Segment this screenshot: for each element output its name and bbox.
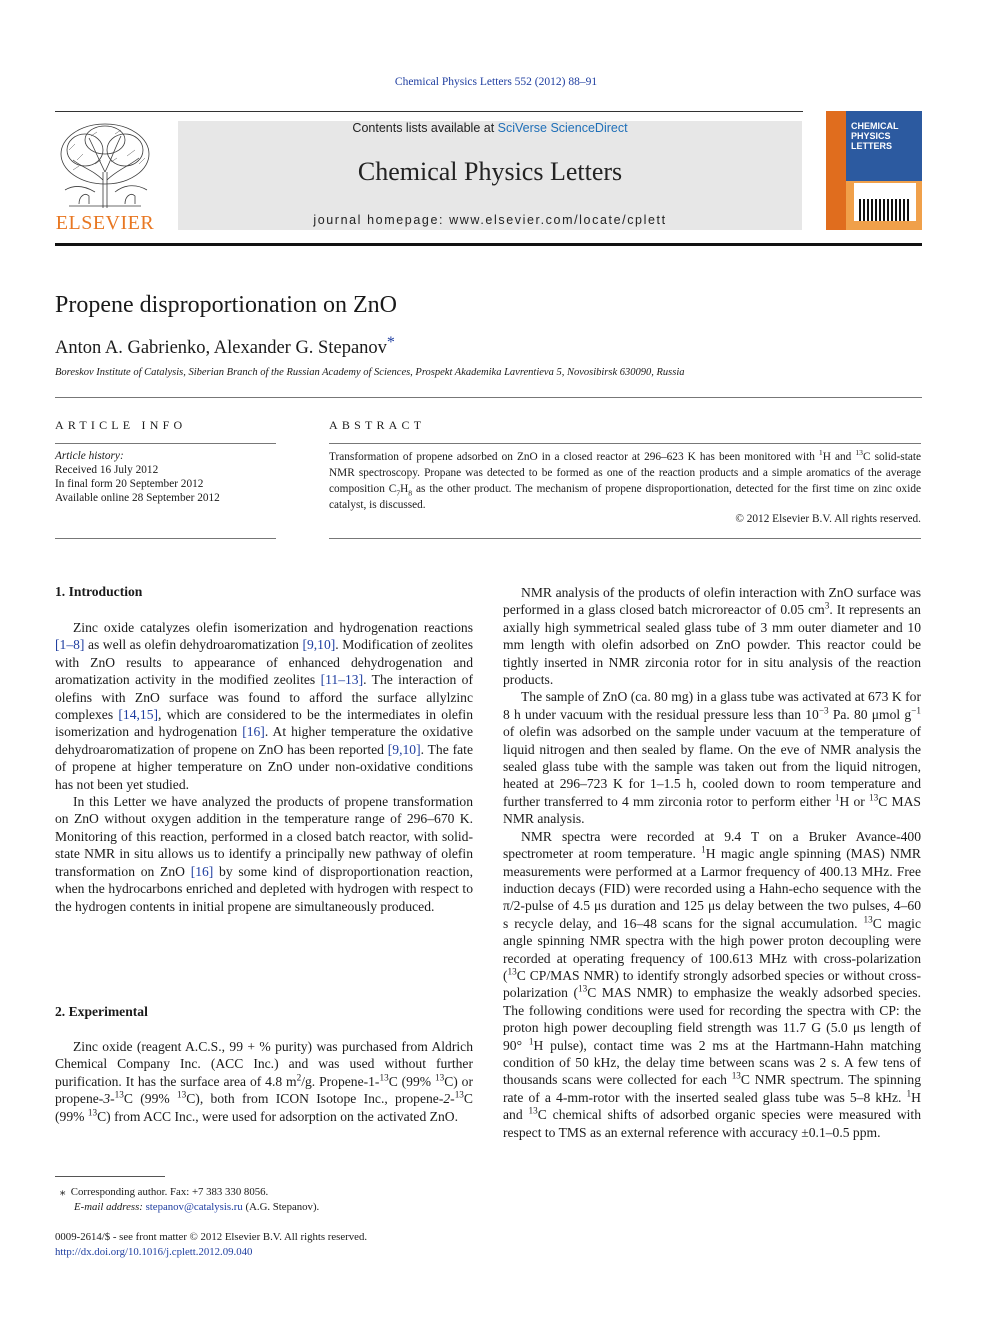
experimental-paragraph: NMR spectra were recorded at 9.4 T on a Bruker Avance-400 spectrometer at room temperature. $^1$H magic angle spinning (MAS) NMR measurements were performed at a Larmor frequency of 400.13 MHz. Free induction decays (FID) were recorded using a Hahn-echo sequence with the π/2-pulse of 4.5 μs duration and 125 μs delay between the two pulses, 4–60 s recycle delay, and 16–48 scans for the signal accumulation. $^{13}$C magic angle spinning NMR spectra with the high power proton decoupling were recorded at operating frequency of 100.613 MHz with cross-polarization ($^{13}$C CP/MAS NMR) to identify strongly adsorbed species or without cross-polarization ($^{13}$C MAS NMR) to emphasize the weakly adsorbed species. The following conditions were used for recording the spectra with CP: the proton high power decoupling field strength was 11.7 G (5.0 μs length of 90° $^1$H pulse), contact time was 2 ms at the Hartmann-Hahn matching condition of 50 kHz, the delay time between scans was 2 s. A few tens of thousands scans were collected for each $^{13}$C NMR spectrum. The spinning rate of a 4-mm-rotor with the inserted sealed glass tube was 5–8 kHz. $^1$H and $^{13}$C chemical shifts of adsorbed organic species were measured with respect to TMS as an external reference with accuracy ±0.1–0.5 ppm.: [503, 828, 921, 1140]
affiliation: Boreskov Institute of Catalysis, Siberian Branch of the Russian Academy of Sciences, Prospekt Akademika Lavrentieva 5, Novosibirsk 630090, Russia: [55, 367, 685, 378]
cover-strip: [826, 111, 846, 230]
footnote-rule: [55, 1176, 165, 1177]
experimental-body-continued: [503, 584, 921, 1141]
article-info-bottom-rule: [55, 538, 276, 539]
doi-link[interactable]: http://dx.doi.org/10.1016/j.cplett.2012.09.040: [55, 1246, 253, 1258]
experimental-paragraph: The sample of ZnO (ca. 80 mg) in a glass tube was activated at 673 K for 8 h under vacuum with the residual pressure less than $10^{-3}$ Pa. 80 μmol $g^{-1}$ of olefin was adsorbed on the sample under vacuum at the temperature of liquid nitrogen and then sealed by flame. On the eve of NMR analysis the sealed glass tube with the sample was taken out from the liquid nitrogen, heated at 296–723 K for 1–1.5 h, cooled down to room temperature and further transferred to 4 mm zirconia rotor to perform either $^1$H or $^{13}$C MAS NMR analysis.: [503, 689, 921, 827]
corresponding-text: Corresponding author. Fax: +7 383 330 8056.: [70, 1186, 269, 1198]
contents-line: [178, 121, 802, 135]
author-list: [55, 334, 395, 359]
title-rule: [55, 397, 922, 398]
experimental-heading: 2. Experimental: [55, 1004, 148, 1019]
introduction-heading: 1. Introduction: [55, 584, 143, 599]
sciencedirect-link[interactable]: SciVerse ScienceDirect: [497, 121, 628, 135]
cover-title: CHEMICAL PHYSICS LETTERS: [851, 121, 899, 151]
journal-reference[interactable]: Chemical Physics Letters 552 (2012) 88–91: [394, 76, 598, 88]
elsevier-logo: [55, 120, 155, 235]
front-matter-line: 0009-2614/$ - see front matter © 2012 Elsevier B.V. All rights reserved.: [55, 1231, 368, 1243]
homepage-prefix: journal homepage:: [313, 213, 450, 227]
experimental-body: [55, 1038, 473, 1125]
intro-paragraph: Zinc oxide catalyzes olefin isomerization and hydrogenation reactions [1–8] as well as olefin dehydroaromatization [9,10]. Modification of zeolites with ZnO results to appearance of enhanced dehydrogenation and aromatization activity in the modified zeolites [11–13]. The interaction of olefins with ZnO surface was found to afford the surface allylzinc complexes [14,15], which are considered to be the intermediates in olefin isomerization and hydrogenation [16]. At higher temperature the oxidative dehydroaromatization of propene on ZnO has been reported [9,10]. The fate of propene at higher temperature on ZnO under non-oxidative conditions has not been yet studied.: [55, 620, 474, 792]
article-info-rule: [55, 443, 276, 444]
elsevier-wordmark: ELSEVIER: [55, 212, 155, 234]
abstract-rule: [329, 443, 921, 444]
cover-spectrum: [859, 199, 911, 221]
history-label: Article history:: [55, 450, 124, 462]
intro-paragraph: In this Letter we have analyzed the products of propene transformation on ZnO without oxygen addition in the temperature range of 296–670 K. Monitoring of this reaction, performed in a closed batch reactor, with solid-state NMR in situ allows us to identify a principally new pathway of olefin transformation on ZnO [16] by some kind of disproportionation reaction, when the hydrocarbons enriched and depleted with hydrogen with respect to the hydrogen contents in initial propene are simultaneously produced.: [55, 794, 473, 914]
final-form-date: In final form 20 September 2012: [55, 478, 204, 490]
header-thick-rule: [55, 243, 922, 246]
contents-prefix: Contents lists available at: [352, 121, 498, 135]
experimental-paragraph: NMR analysis of the products of olefin interaction with ZnO surface was performed in a glass closed batch microreactor of 0.05 $cm^3$. It represents an axially high symmetrical sealed glass tube of 3 mm outer diameter and 10 mm length with olefin adsorbed on ZnO powder. This reactor could be tightly inserted in NMR zirconia rotor for in situ analysis of the reaction products.: [503, 585, 921, 688]
email-link[interactable]: stepanov@catalysis.ru: [145, 1201, 243, 1213]
received-date: Received 16 July 2012: [55, 464, 159, 476]
email-owner: (A.G. Stepanov).: [245, 1201, 320, 1213]
abstract-bottom-rule: [329, 538, 921, 539]
abstract-heading: ABSTRACT: [329, 418, 426, 432]
email-footnote: [60, 1200, 480, 1215]
introduction-body: [55, 619, 473, 915]
journal-banner: [178, 121, 802, 230]
header-rule: [55, 111, 803, 112]
corresponding-author-mark[interactable]: *: [386, 334, 395, 351]
front-matter: [55, 1230, 485, 1260]
article-history: [55, 449, 295, 505]
journal-cover: [826, 111, 922, 230]
corresponding-footnote: ⁎ Corresponding author. Fax: +7 383 330 8056.: [60, 1186, 269, 1198]
elsevier-tree-icon: [55, 120, 155, 212]
abstract-copyright: © 2012 Elsevier B.V. All rights reserved.: [735, 513, 921, 525]
article-info-heading: ARTICLE INFO: [55, 418, 187, 432]
authors: Anton A. Gabrienko, Alexander G. Stepanov: [55, 338, 387, 358]
article-title: Propene disproportionation on ZnO: [55, 292, 397, 318]
abstract-text: Transformation of propene adsorbed on ZnO in a closed reactor at 296–623 K has been monitored with $^1$H and $^{13}$C solid-state NMR spectroscopy. Propane was detected to be formed as one of the reaction products and a simple aromatics of the average composition $C_7H_8$ as the other product. The mechanism of propene disproportionation, detected for the first time on zinc oxide catalyst, is discussed.: [329, 448, 922, 511]
homepage-line: [178, 213, 802, 227]
journal-title: Chemical Physics Letters: [357, 157, 623, 186]
experimental-paragraph: Zinc oxide (reagent A.C.S., 99 + % purity) was purchased from Aldrich Chemical Company Inc. (ACC Inc.) and was used without further purification. It has the surface area of 4.8 $m^2/g$. Propene-1-$^{13}$C (99% $^{13}$C) or propene-3-$^{13}$C (99% $^{13}$C), both from ICON Isotope Inc., propene-2-$^{13}$C (99% $^{13}$C) from ACC Inc., were used for adsorption on the activated ZnO.: [55, 1039, 473, 1124]
footnotes: [60, 1185, 480, 1215]
email-label: E-mail address:: [74, 1201, 143, 1213]
homepage-url[interactable]: www.elsevier.com/locate/cplett: [449, 213, 667, 227]
online-date: Available online 28 September 2012: [55, 492, 220, 504]
